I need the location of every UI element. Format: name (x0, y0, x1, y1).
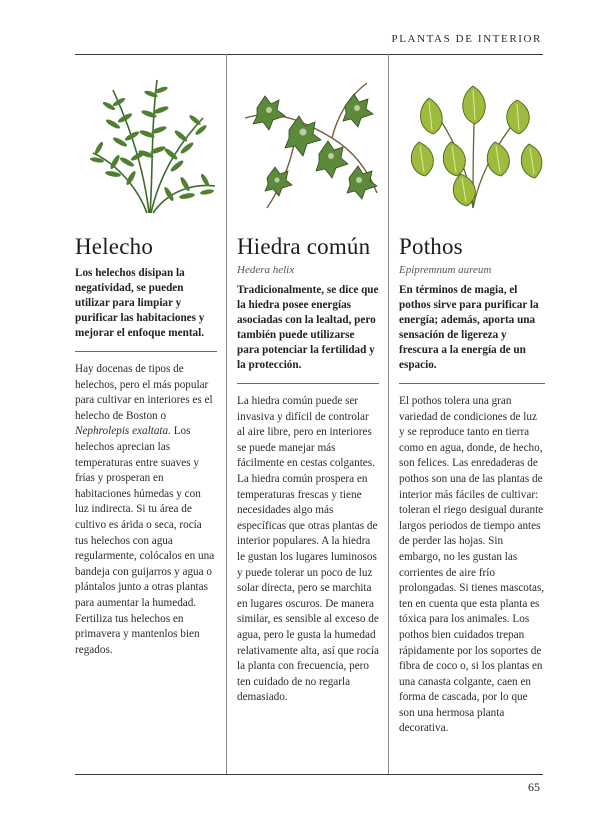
column-helecho (75, 60, 217, 658)
plant-lead: Los helechos disipan la negatividad, se pueden utilizar para limpiar y purificar las habitaciones y mejorar el enfoque mental. (75, 267, 205, 339)
column-pothos (399, 60, 545, 737)
plant-latin-name: Epipremnum aureum (399, 264, 492, 276)
running-header: PLANTAS DE INTERIOR (391, 33, 542, 45)
plant-latin-name: Hedera helix (237, 264, 295, 276)
plant-title: Helecho (75, 234, 154, 259)
plant-lead: Tradicionalmente, se dice que la hiedra posee energías asociadas con la lealtad, pero también puede utilizarse para potenciar la fertilidad y la protección. (237, 284, 379, 371)
plant-title: Pothos (399, 234, 463, 259)
plant-body: La hiedra común puede ser invasiva y difícil de controlar al aire libre, pero en interiores se puede manejar más fácilmente en cestas colgantes. La hiedra común prospera en temperaturas frescas y tiene necesidades algo más específicas que otras plantas de interior populares. A la hiedra le gustan los lugares luminosos y puede tolerar un poco de luz solar directa, pero se marchita en lugares oscuros. De manera similar, es sensible al exceso de agua, pero le gusta la humedad relativamente alta, así que rocía la planta con frecuencia, pero ten cuidado de no regarla demasiado. (237, 395, 379, 704)
page-number: 65 (528, 780, 540, 794)
section-divider (399, 383, 545, 384)
section-divider (237, 383, 379, 384)
ivy-illustration (237, 68, 385, 218)
column-hiedra (237, 60, 379, 706)
pothos-illustration (399, 68, 547, 218)
fern-illustration (75, 68, 223, 218)
plant-body: El pothos tolera una gran variedad de condiciones de luz y se reproduce tanto en tierra como en agua, donde, de hecho, son felices. Las enredaderas de pothos son una de las plantas de interior más fáciles de cultivar: toleran el riego desigual durante largos periodos de tiempo antes de perder las hojas. Sin embargo, no les gustan las corrientes de aire frío prolongadas. Si tienes mascotas, ten en cuenta que esta planta es tóxica para los animales. Los pothos bien cuidados trepan rápidamente por los soportes de fibra de coco o, si los plantas en una canasta colgante, caen en forma de cascada, por lo que son una hermosa planta decorativa. (399, 395, 545, 735)
column-divider-2 (388, 54, 389, 774)
bottom-rule (75, 774, 543, 775)
plant-title: Hiedra común (237, 234, 371, 259)
column-divider-1 (226, 54, 227, 774)
plant-lead: En términos de magia, el pothos sirve para purificar la energía; además, aporta una sensación de ligereza y frescura a la energía de un espacio. (399, 284, 539, 371)
top-rule (75, 54, 543, 55)
section-divider (75, 351, 217, 352)
plant-body: Hay docenas de tipos de helechos, pero el más popular para cultivar en interiores es el helecho de Boston o Nephrolepis exaltata. Los helechos aprecian las temperaturas entre suaves y frías y prosperan en habitaciones húmedas y con luz indirecta. Si tu área de cultivo es árida o seca, rocía tus helechos con agua regularmente, colócalos en una bandeja con guijarros y agua o plántalos junto a otras plantas para aumentar la humedad. Fertiliza tus helechos en primavera y mantenlos bien regados. (75, 363, 215, 656)
